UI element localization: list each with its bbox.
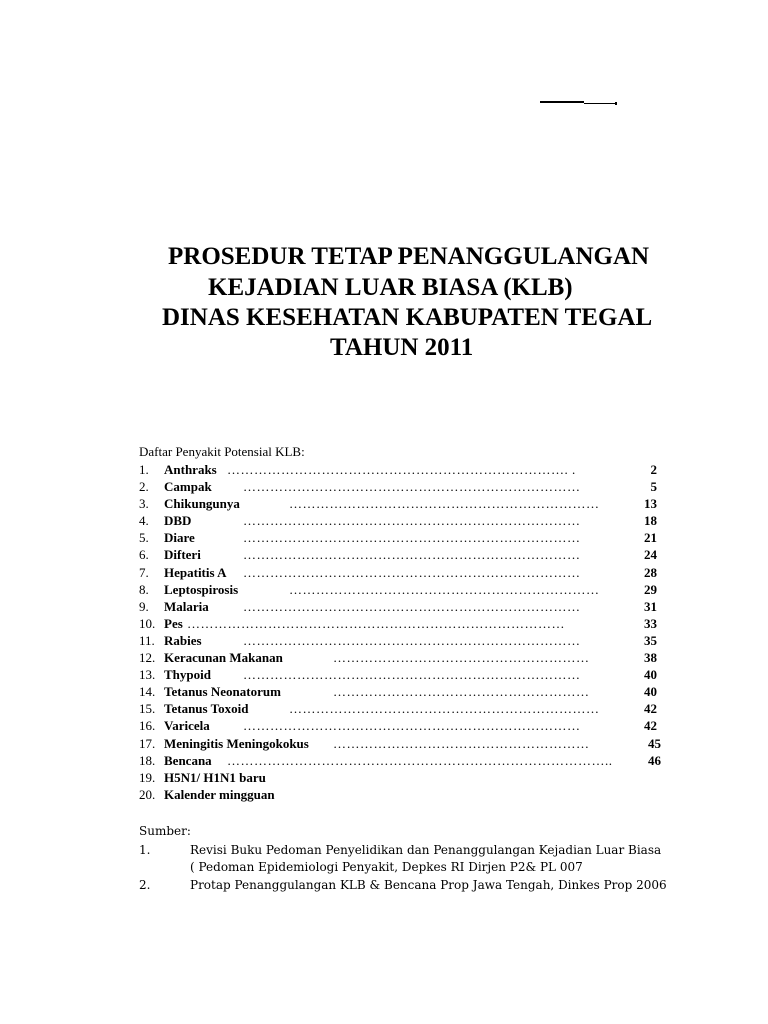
toc-item <box>139 632 669 649</box>
toc-item-title: Pes <box>164 615 183 631</box>
toc-item-title: Malaria <box>164 598 209 614</box>
toc-dot-leader: ………………………………………………………………… <box>243 667 581 683</box>
toc-item <box>139 717 669 734</box>
toc-item <box>139 735 669 752</box>
toc-dot-leader: ………………………………………………………………… <box>243 479 581 495</box>
toc-dot-leader: ………………………………………………… <box>333 735 590 751</box>
toc-item-page: 42 <box>644 718 657 734</box>
toc-item-page: 31 <box>644 598 657 614</box>
toc-item <box>139 683 669 700</box>
source-text-line: Revisi Buku Pedoman Penyelidikan dan Penanggulangan Kejadian Luar Biasa <box>190 843 662 857</box>
toc-item-title: Rabies <box>164 632 202 648</box>
toc-item-number: 9. <box>139 598 149 614</box>
toc-item <box>139 700 669 717</box>
toc-item <box>139 461 669 478</box>
toc-heading: Daftar Penyakit Potensial KLB: <box>139 444 305 459</box>
toc-item-number: 3. <box>139 496 149 512</box>
toc-dot-leader: ………………………………………………………………… <box>243 530 581 546</box>
toc-item-page: 21 <box>644 530 657 546</box>
toc-dot-leader: ………………………………………………………………………….. <box>227 752 613 768</box>
toc-item <box>139 786 669 803</box>
toc-item-title: Tetanus Neonatorum <box>164 684 281 700</box>
toc-item <box>139 546 669 563</box>
title-line-3: DINAS KESEHATAN KABUPATEN TEGAL <box>162 304 653 331</box>
toc-dot-leader: …………………………………………………………………. . <box>227 462 576 477</box>
title-line-1: PROSEDUR TETAP PENANGGULANGAN <box>168 243 650 270</box>
toc-item-title: Campak <box>164 479 212 495</box>
toc-item <box>139 615 669 632</box>
source-number: 1. <box>139 843 151 857</box>
toc-item-number: 18. <box>139 752 156 768</box>
toc-item <box>139 478 669 495</box>
toc-item <box>139 769 669 786</box>
toc-item-page: 42 <box>644 701 657 717</box>
toc-dot-leader: ………………………………………………………………… <box>243 564 581 580</box>
source-number: 2. <box>139 878 151 892</box>
toc-dot-leader: …………………………………………………………… <box>289 581 600 597</box>
toc-item-page: 18 <box>644 513 657 529</box>
toc-item <box>139 564 669 581</box>
toc-item <box>139 598 669 615</box>
toc-dot-leader: ………………………………………………………………… <box>243 598 581 614</box>
source-text-line: Protap Penanggulangan KLB & Bencana Prop Jawa Tengah, Dinkes Prop 2006 <box>190 878 667 892</box>
toc-dot-leader: ………………………………………………… <box>333 650 590 666</box>
toc-item-title: Anthraks <box>164 462 217 477</box>
toc-item-number: 11. <box>139 632 155 648</box>
toc-item-page: 13 <box>644 496 657 512</box>
sources-heading: Sumber: <box>139 824 191 838</box>
toc-item <box>139 649 669 666</box>
toc-item-number: 5. <box>139 530 149 546</box>
toc-item-page: 40 <box>644 667 657 683</box>
toc-item-number: 15. <box>139 701 156 717</box>
toc-item <box>139 495 669 512</box>
toc-item-number: 17. <box>139 735 156 751</box>
toc-item-title: Chikungunya <box>164 496 240 512</box>
toc-item-page: 5 <box>650 479 657 495</box>
toc-item-title: Kalender mingguan <box>164 786 275 802</box>
toc-item-title: Varicela <box>164 718 210 734</box>
toc-item-page: 28 <box>644 564 657 580</box>
toc-item-number: 14. <box>139 684 156 700</box>
toc-dot-leader: ………………………………………………………………… <box>243 718 581 734</box>
toc-item-title: Diare <box>164 530 195 546</box>
toc-item-title: Meningitis Meningokokus <box>164 735 309 751</box>
top-rule-tail <box>584 103 616 104</box>
toc-item-number: 10. <box>139 615 156 631</box>
toc-item-number: 20. <box>139 786 156 802</box>
source-text-line: ( Pedoman Epidemiologi Penyakit, Depkes RI Dirjen P2& PL 007 <box>190 860 583 874</box>
toc-item-page: 35 <box>644 632 657 648</box>
toc-item-page: 33 <box>644 615 657 631</box>
toc-item-number: 4. <box>139 513 149 529</box>
toc-item-number: 2. <box>139 479 149 495</box>
title-line-4: TAHUN 2011 <box>330 334 474 361</box>
toc-dot-leader: ………………………………………………………………… <box>243 547 581 563</box>
toc-item <box>139 752 669 769</box>
toc-item-number: 16. <box>139 718 156 734</box>
toc-item-page: 2 <box>650 462 657 477</box>
toc-item-title: Leptospirosis <box>164 581 239 597</box>
toc-item-page: 29 <box>644 581 657 597</box>
toc-item-page: 46 <box>648 752 661 768</box>
toc-item-number: 6. <box>139 547 149 563</box>
toc-item-title: Bencana <box>164 752 212 768</box>
toc-item-title: Keracunan Makanan <box>164 650 283 666</box>
toc-list <box>139 461 669 803</box>
toc-item <box>139 512 669 529</box>
toc-dot-leader: ………………………………………………………………… <box>243 513 581 529</box>
toc-item-number: 19. <box>139 769 156 785</box>
toc-item-title: Tetanus Toxoid <box>164 701 249 717</box>
toc-item <box>139 581 669 598</box>
toc-dot-leader: ………………………………………………… <box>333 684 590 700</box>
toc-item-number: 8. <box>139 581 149 597</box>
toc-item-title: H5N1/ H1N1 baru <box>164 769 266 785</box>
toc-item-title: DBD <box>164 513 192 529</box>
toc-item-title: Thypoid <box>164 667 211 683</box>
toc-item <box>139 529 669 546</box>
toc-dot-leader: …………………………………………………………… <box>289 701 600 717</box>
toc-item-page: 40 <box>644 684 657 700</box>
toc-item-title: Difteri <box>164 547 201 563</box>
toc-item-page: 45 <box>648 735 661 751</box>
title-line-2: KEJADIAN LUAR BIASA (KLB) <box>208 274 573 301</box>
toc-item <box>139 666 669 683</box>
toc-item-number: 12. <box>139 650 156 666</box>
toc-item-number: 7. <box>139 564 149 580</box>
toc-dot-leader: ………………………………………………………………………… <box>187 615 565 631</box>
top-rule <box>540 101 584 103</box>
toc-item-number: 1. <box>139 462 149 477</box>
toc-item-page: 38 <box>644 650 657 666</box>
toc-dot-leader: …………………………………………………………… <box>289 496 600 512</box>
toc-dot-leader: ………………………………………………………………… <box>243 632 581 648</box>
toc-item-title: Hepatitis A <box>164 564 227 580</box>
toc-item-number: 13. <box>139 667 156 683</box>
toc-item-page: 24 <box>644 547 657 563</box>
top-rule-tick <box>615 102 617 105</box>
